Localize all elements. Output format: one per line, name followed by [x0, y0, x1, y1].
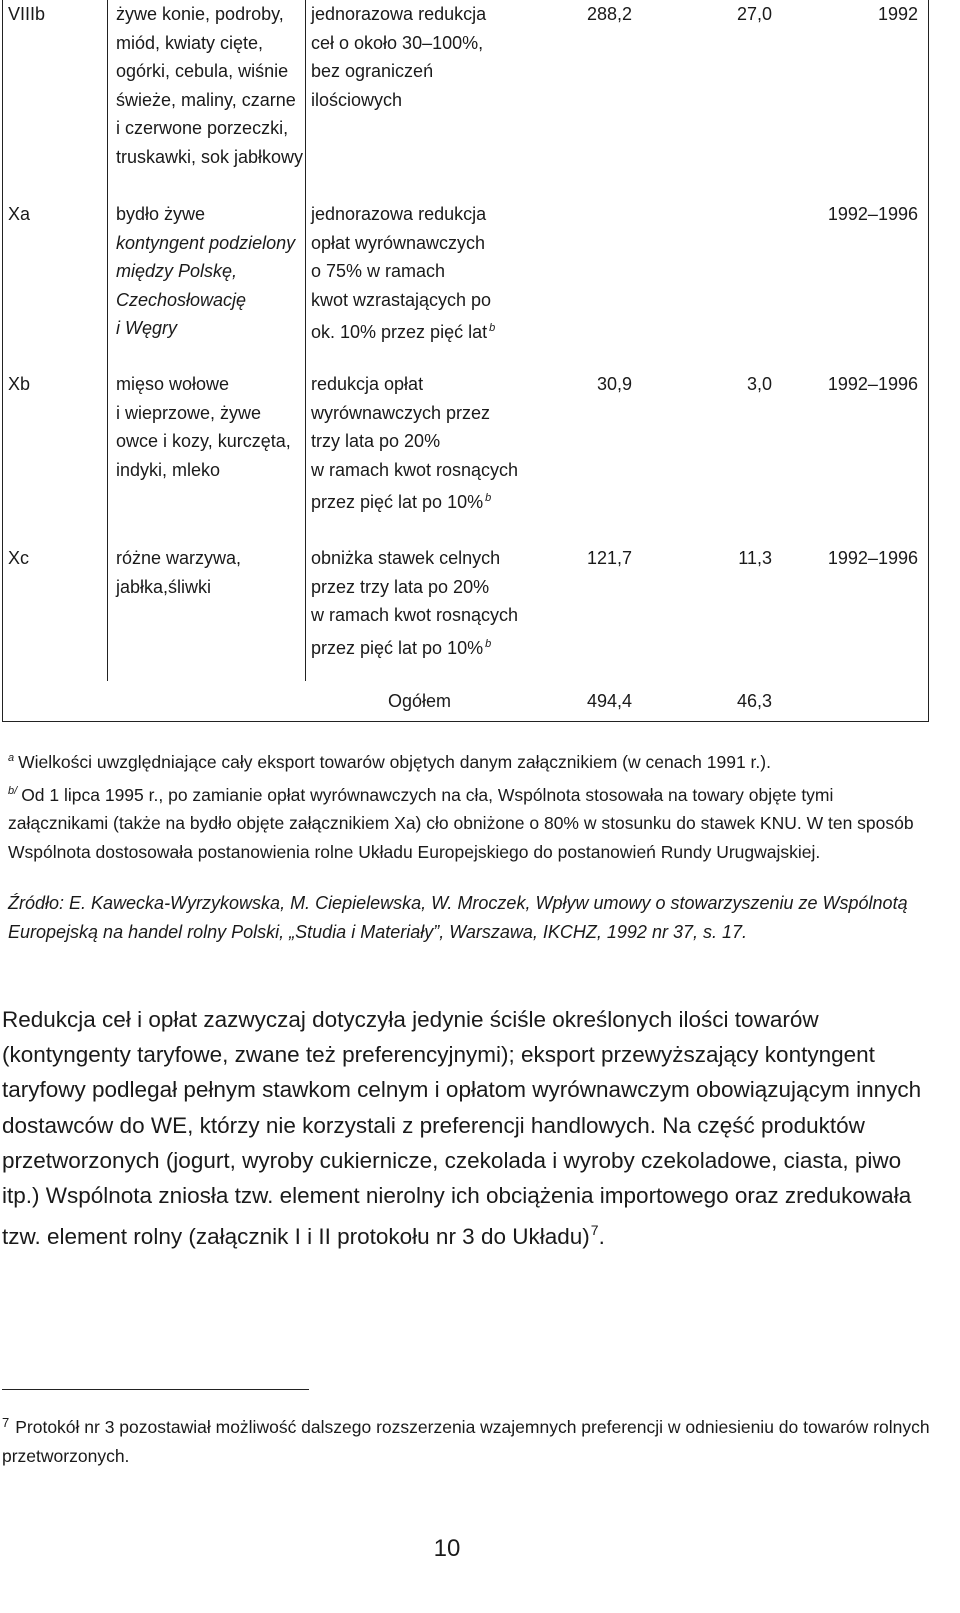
- reduction-cell: obniżka stawek celnych przez trzy lata po 20% w ramach kwot rosnących przez pięć lat po 10% $^b$: [311, 548, 519, 658]
- value-cell: 288,2: [586, 4, 632, 24]
- products-cell: żywe konie, podroby, miód, kwiaty cięte, ogórki, cebula, wiśnie świeże, maliny, czarne i czerwone porzeczki, truskawki, sok jabłkowy: [116, 4, 304, 167]
- source-citation: Źródło: E. Kawecka-Wyrzykowska, M. Ciepielewska, W. Mroczek, Wpływ umowy o stowarzyszeniu ze Wspólnotą Europejską na handel rolny Polski, „Studia i Materiały”, Warszawa, IKCHZ, 1992 nr 37, s. 17.: [8, 893, 908, 942]
- value-cell: 30,9: [596, 374, 632, 394]
- products-cell: bydło żywe kontyngent podzielony między Polskę, Czechosłowację i Węgry: [116, 204, 296, 339]
- table-border-right: [928, 0, 929, 722]
- reduction-cell: jednorazowa redukcja ceł o około 30–100%, bez ograniczeń ilościowych: [311, 4, 487, 110]
- total-label: Ogółem: [388, 691, 452, 711]
- years-cell: 1992–1996: [827, 548, 918, 568]
- footnote-divider: [2, 1389, 309, 1390]
- body-paragraph: Redukcja ceł i opłat zazwyczaj dotyczyła jedynie ściśle określonych ilości towarów (kontyngenty taryfowe, zwane też preferencyjnymi); eksport przewyższający kontyngent taryfowy podlegał pełnym stawkom celnym i opłatom wyrównawczym obowiązującym innych dostawców do WE, którzy nie korzystali z preferencji handlowych. Na część produktów przetworzonych (jogurt, wyroby cukiernicze, czekolada i wyroby czekoladowe, ciasta, piwo itp.) Wspólnota zniosła tzw. element nierolny ich obciążenia importowego oraz zredukowała tzw. element rolny (załącznik I i II protokołu nr 3 do Układu)$^7$.: [2, 1007, 922, 1250]
- tariff-table: [2, 0, 929, 722]
- table-border-bottom: [2, 721, 929, 722]
- table-notes: [8, 744, 930, 866]
- years-cell: 1992: [877, 4, 918, 24]
- footnote-number: 7: [2, 1415, 10, 1430]
- share-cell: 11,3: [738, 548, 772, 568]
- years-cell: 1992–1996: [827, 374, 918, 394]
- footnote-marker: b: [485, 637, 492, 650]
- row-code: Xc: [8, 548, 30, 568]
- share-cell: 3,0: [746, 374, 772, 394]
- footnote: $^7$ Protokół nr 3 pozostawiał możliwość dalszego rozszerzenia wzajemnych preferencji w odniesieniu do towarów rolnych przetworzonych.: [2, 1415, 930, 1466]
- footnote-reference: 7: [590, 1222, 599, 1239]
- share-cell: 27,0: [736, 4, 772, 24]
- reduction-cell: redukcja opłat wyrównawczych przez trzy lata po 20% w ramach kwot rosnących przez pięć lat po 10% $^b$: [311, 374, 519, 513]
- row-code: Xa: [8, 204, 31, 224]
- total-value: 494,4: [586, 691, 632, 711]
- footnote-marker: b: [485, 492, 492, 505]
- row-code: Xb: [8, 374, 31, 394]
- column-divider: [107, 0, 108, 681]
- years-cell: 1992–1996: [827, 204, 918, 224]
- note-a: $^a$ Wielkości uwzględniające cały eksport towarów objętych danym załącznikiem (w cenach 1991 r.).: [8, 752, 771, 772]
- products-cell: różne warzywa, jabłka,śliwki: [116, 548, 242, 597]
- page-number: 10: [433, 1535, 461, 1562]
- column-divider: [305, 0, 306, 681]
- note-b: $^{b/}$ Od 1 lipca 1995 r., po zamianie opłat wyrównawczych na cła, Wspólnota stosowała na towary objęte tymi załącznikami (także na bydło objęte załącznikiem Xa) cło obniżone o 80% w stosunku do stawek KNU. W ten sposób Wspólnota dostosowała postanowienia rolne Układu Europejskiego do postanowień Rundy Urugwajskiej.: [8, 784, 914, 862]
- row-code: VIIIb: [8, 4, 46, 24]
- total-share: 46,3: [736, 691, 772, 711]
- reduction-cell: jednorazowa redukcja opłat wyrównawczych o 75% w ramach kwot wzrastających po ok. 10% przez pięć lat $^b$: [311, 204, 496, 343]
- value-cell: 121,7: [586, 548, 632, 568]
- table-border-left: [2, 0, 3, 722]
- products-cell: mięso wołowe i wieprzowe, żywe owce i kozy, kurczęta, indyki, mleko: [116, 374, 291, 480]
- footnote-marker: b: [489, 322, 496, 335]
